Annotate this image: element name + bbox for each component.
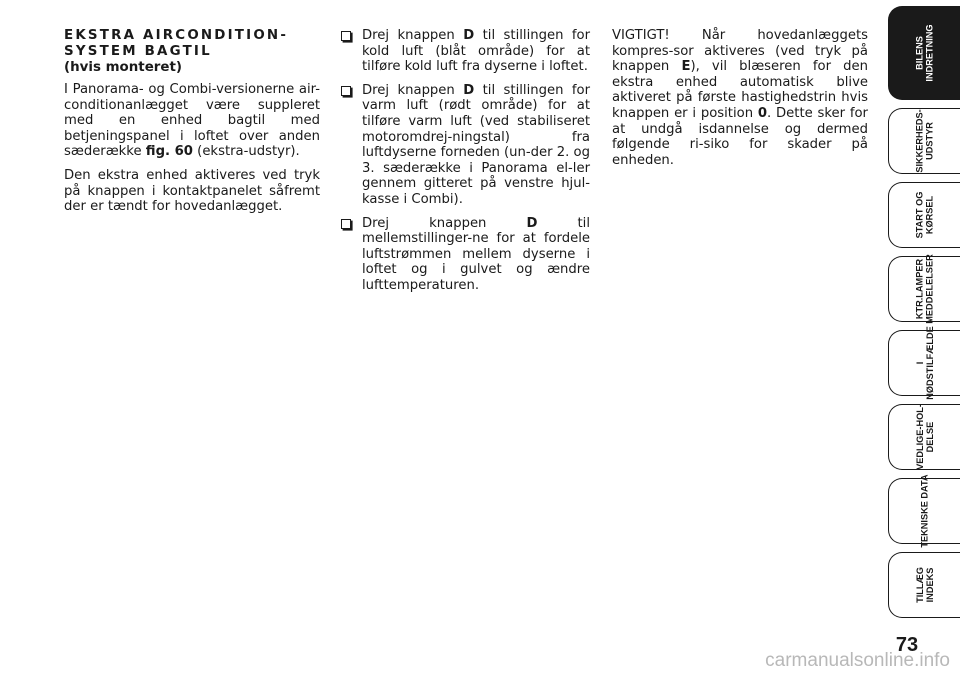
important-part-1: VIGTIGT! Når hovedanlæggets kompres-sor aktiveres (ved tryk på knappen (612, 28, 868, 75)
watermark: carmanualsonline.info (765, 650, 950, 671)
left-column (64, 28, 320, 223)
tab-ktr-lamper[interactable] (888, 256, 960, 322)
important-part-2: ), vil blæseren for den ekstra enhed automatisk blive aktiveret på første hastighedstrin hvis knappen er i position (612, 59, 868, 121)
knob-key: D (463, 82, 475, 98)
section-heading (64, 28, 320, 60)
knob-key: D (526, 215, 538, 231)
chapter-tabs (888, 0, 960, 677)
bullet-prefix: Drej knappen (362, 28, 455, 43)
tab-tekniske-data[interactable] (888, 474, 960, 548)
bullet-prefix: Drej knappen (362, 82, 455, 98)
bullet-text: til mellemstillinger-ne for at fordele luftstrømmen mellem dyserne i loftet og i gulvet og ændre lufttemperaturen. (362, 215, 590, 293)
intro-paragraph (64, 82, 320, 160)
tab-i-nodstilfaelde[interactable] (888, 326, 960, 400)
key-e: E (681, 59, 691, 75)
page-number: 73 (895, 634, 919, 656)
tab-label: SIKKERHEDS- UDSTYR (914, 109, 935, 173)
section-subheading: (hvis monteret) (64, 60, 182, 75)
intro-suffix: (ekstra-udstyr). (197, 144, 300, 160)
bullet-prefix: Drej knappen (362, 215, 487, 231)
tab-label: TEKNISKE DATA (919, 474, 930, 548)
bullet-item (340, 28, 590, 75)
tab-start-og-korsel[interactable] (888, 182, 960, 248)
tab-label: VEDLIGE-HOL- DELSE (914, 404, 935, 470)
figure-reference[interactable]: fig. 60 (145, 144, 193, 160)
middle-column (340, 28, 590, 302)
bullet-item (340, 83, 590, 208)
knob-key: D (463, 28, 475, 43)
intro-text: I Panorama- og Combi-versionerne air-conditionanlægget være suppleret med en enhed bagtil med betjeningspanel i loftet over anden sæderække (64, 82, 320, 160)
tab-label: TILLÆG INDEKS (914, 567, 935, 603)
bullet-item (340, 216, 590, 294)
checkbox-bullet-icon (341, 31, 351, 41)
tab-label: I NØDSTILFÆLDE (914, 326, 935, 400)
tab-vedligeholdelse[interactable] (888, 404, 960, 470)
important-paragraph (612, 28, 868, 168)
tab-bilens-indretning[interactable] (888, 6, 960, 100)
heading-line-2: SYSTEM BAGTIL (64, 44, 212, 59)
tab-label: BILENS INDRETNING (914, 24, 935, 82)
tab-label: START OG KØRSEL (914, 191, 935, 239)
tab-sikkerhedsudstyr[interactable] (888, 108, 960, 174)
checkbox-bullet-icon (341, 86, 351, 96)
right-column (612, 28, 868, 176)
heading-line-1: EKSTRA AIRCONDITION- (64, 28, 289, 43)
bullet-text: til stillingen for varm luft (rødt område) for at tilføre varm luft (ved stabiliseret motoromdrej-ningstal) fra luftdyserne forneden (un-der 2. og 3. sæderække i Panorama el-ler gennem gitteret på venstre hjul-kasse i Combi). (362, 82, 590, 207)
checkbox-bullet-icon (341, 219, 351, 229)
key-0: 0 (757, 105, 768, 121)
tab-tillaeg-indeks[interactable] (888, 552, 960, 618)
tab-label: KTR.LAMPER MEDDELELSER (914, 254, 935, 324)
important-part-3: . Dette sker for at undgå isdannelse og dermed følgende ri-siko for skader på enheden. (612, 105, 868, 168)
activation-paragraph: Den ekstra enhed aktiveres ved tryk på knappen i kontaktpanelet såfremt der er tændt for hovedanlægget. (64, 167, 320, 215)
bullet-text: til stillingen for kold luft (blåt område) for at tilføre kold luft fra dyserne i loftet. (362, 28, 590, 75)
